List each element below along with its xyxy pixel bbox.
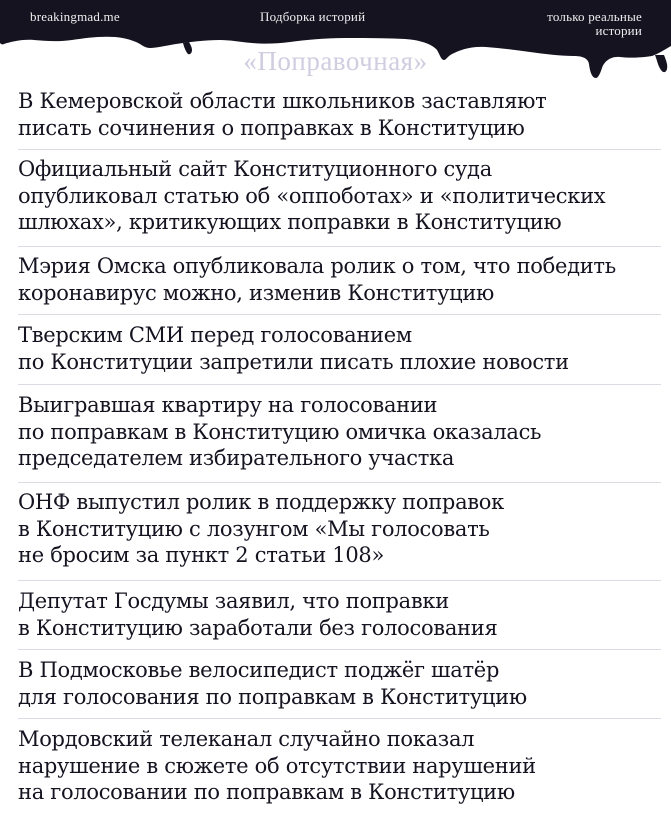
story-item-8[interactable] (18, 657, 661, 710)
story-headline[interactable]: Депутат Госдумы заявил, что поправки в Конституцию заработали без голосования (18, 589, 498, 640)
story-item-1[interactable] (18, 88, 661, 141)
story-divider (18, 149, 661, 150)
story-headline[interactable]: Выигравшая квартиру на голосовании по поправкам в Конституцию омичка оказалась председателем избирательного участка (18, 393, 542, 470)
story-divider (18, 384, 661, 385)
story-item-5[interactable] (18, 392, 661, 472)
story-headline[interactable]: Тверским СМИ перед голосованием по Конституции запретили писать плохие новости (18, 323, 569, 374)
story-headline[interactable]: Мордовский телеканал случайно показал нарушение в сюжете об отсутствии нарушений на голосовании по поправкам в Конституцию (18, 727, 536, 804)
story-item-3[interactable] (18, 253, 661, 306)
story-divider (18, 580, 661, 581)
story-divider (18, 649, 661, 650)
story-divider (18, 482, 661, 483)
story-divider (18, 718, 661, 719)
story-headline[interactable]: Мэрия Омска опубликовала ролик о том, что победить коронавирус можно, изменив Конституцию (18, 254, 616, 305)
story-headline[interactable]: В Подмосковье велосипедист поджёг шатёр для голосования по поправкам в Конституцию (18, 658, 527, 709)
story-item-4[interactable] (18, 322, 661, 375)
story-headline[interactable]: Официальный сайт Конституционного суда опубликовал статью об «оппоботах» и «политических шлюхах», критикующих поправки в Конституцию (18, 157, 606, 234)
story-divider (18, 246, 661, 247)
story-headline[interactable]: В Кемеровской области школьников заставляют писать сочинения о поправках в Конституцию (18, 89, 547, 140)
story-item-7[interactable] (18, 588, 661, 641)
story-item-2[interactable] (18, 156, 661, 236)
real-stories-label: только реальные истории (547, 9, 642, 38)
collection-label: Подборка историй (260, 9, 366, 24)
story-item-9[interactable] (18, 726, 661, 806)
site-name[interactable]: breakingmad.me (30, 9, 120, 24)
story-item-6[interactable] (18, 489, 661, 569)
page-title: «Поправочная» (243, 46, 428, 76)
story-headline[interactable]: ОНФ выпустил ролик в поддержку поправок в Конституцию с лозунгом «Мы голосовать не бросим за пункт 2 статьи 108» (18, 490, 504, 567)
header-band (0, 0, 671, 80)
story-divider (18, 314, 661, 315)
